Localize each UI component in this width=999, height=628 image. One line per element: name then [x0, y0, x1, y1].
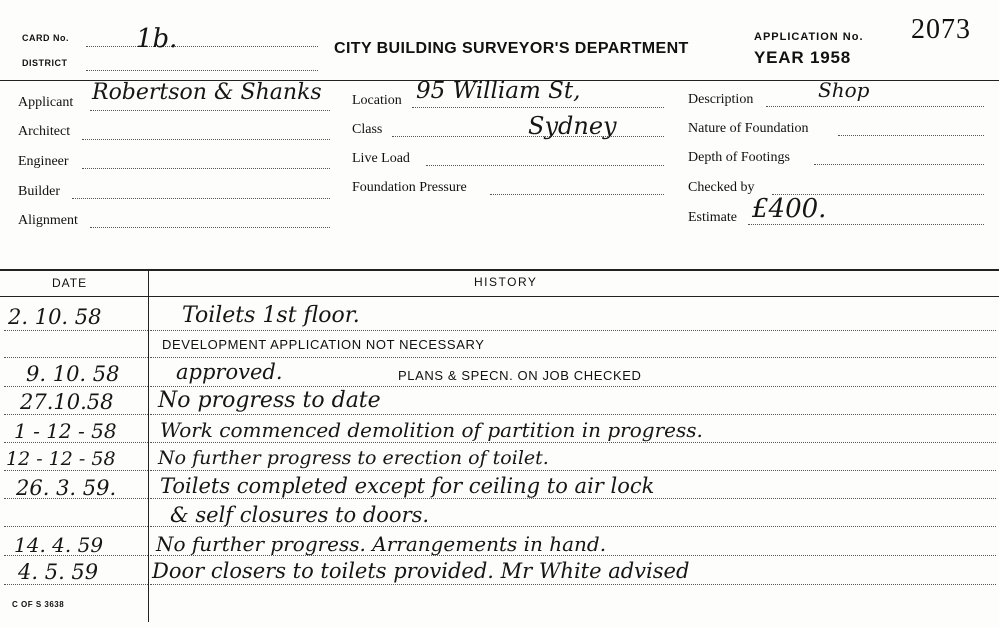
history-entry: Door closers to toilets provided. Mr White advised: [152, 559, 690, 583]
history-date: 1 - 12 - 58: [14, 419, 117, 443]
history-rule: [150, 498, 996, 499]
builder-label: Builder: [18, 184, 60, 199]
history-rule: [150, 442, 996, 443]
date-rule: [4, 526, 148, 527]
foundation-pressure-label: Foundation Pressure: [352, 180, 467, 195]
engineer-line: [82, 168, 330, 169]
estimate-value: £400.: [752, 194, 827, 224]
builder-line: [72, 198, 330, 199]
architect-line: [82, 139, 330, 140]
history-top-rule: [0, 269, 999, 271]
estimate-label: Estimate: [688, 210, 737, 225]
history-entry: No further progress. Arrangements in hand.: [156, 532, 607, 556]
history-entry: No further progress to erection of toilet.: [158, 447, 549, 469]
applicant-value: Robertson & Shanks: [92, 80, 322, 105]
application-no-value: 2073: [911, 14, 971, 45]
live-load-label: Live Load: [352, 151, 410, 166]
date-header: DATE: [52, 276, 88, 290]
history-entry: & self closures to doors.: [170, 503, 430, 527]
applicant-line: [90, 110, 330, 111]
history-entry: Toilets completed except for ceiling to air lock: [160, 474, 655, 498]
application-no-label: APPLICATION No.: [754, 31, 864, 43]
checked-by-label: Checked by: [688, 180, 755, 195]
history-rule: [150, 330, 996, 331]
location-value: 95 William St,: [416, 78, 581, 104]
history-date: 14. 4. 59: [14, 533, 104, 557]
nature-of-foundation-label: Nature of Foundation: [688, 121, 809, 136]
date-rule: [4, 357, 148, 358]
card-no-value: 1b.: [136, 24, 178, 54]
history-stamp: PLANS & SPECN. ON JOB CHECKED: [398, 368, 642, 383]
date-rule: [4, 470, 148, 471]
description-line: [766, 106, 984, 107]
history-rule: [150, 357, 996, 358]
history-rule: [150, 470, 996, 471]
alignment-label: Alignment: [18, 213, 78, 228]
card-no-line: [86, 46, 318, 47]
department-title: CITY BUILDING SURVEYOR'S DEPARTMENT: [334, 40, 689, 57]
engineer-label: Engineer: [18, 154, 69, 169]
depth-of-footings-label: Depth of Footings: [688, 150, 790, 165]
district-label: DISTRICT: [22, 58, 68, 68]
description-value: Shop: [818, 78, 870, 102]
depth-of-footings-line: [814, 164, 984, 165]
history-entry: No progress to date: [158, 388, 381, 413]
live-load-line: [426, 165, 664, 166]
history-rule: [150, 386, 996, 387]
history-header: HISTORY: [474, 275, 538, 289]
history-stamp: DEVELOPMENT APPLICATION NOT NECESSARY: [162, 337, 485, 352]
class-label: Class: [352, 122, 383, 137]
date-rule: [4, 414, 148, 415]
history-rule: [150, 584, 996, 585]
date-rule: [4, 386, 148, 387]
history-date: 9. 10. 58: [26, 362, 120, 386]
history-date: 12 - 12 - 58: [6, 448, 116, 470]
location-label: Location: [352, 93, 402, 108]
alignment-line: [90, 227, 330, 228]
history-entry: Work commenced demolition of partition in progress.: [160, 418, 703, 442]
class-value: Sydney: [528, 112, 617, 140]
description-label: Description: [688, 92, 754, 107]
foundation-pressure-line: [490, 194, 664, 195]
history-date: 26. 3. 59.: [16, 476, 117, 500]
history-entry: approved.: [176, 360, 283, 384]
location-line: [412, 107, 664, 108]
nature-of-foundation-line: [838, 135, 984, 136]
architect-label: Architect: [18, 124, 71, 139]
date-column-divider: [148, 270, 149, 622]
district-line: [86, 70, 318, 71]
date-rule: [4, 330, 148, 331]
history-header-rule: [0, 296, 999, 297]
estimate-line: [748, 224, 984, 225]
history-date: 27.10.58: [20, 390, 114, 414]
history-date: 4. 5. 59: [18, 560, 99, 584]
history-entry: Toilets 1st floor.: [182, 303, 360, 328]
form-code: C OF S 3638: [12, 600, 65, 609]
history-rule: [150, 414, 996, 415]
date-rule: [4, 584, 148, 585]
history-date: 2. 10. 58: [8, 305, 102, 329]
year-label: YEAR 1958: [754, 48, 851, 67]
card-no-label: CARD No.: [22, 33, 69, 43]
applicant-label: Applicant: [18, 95, 74, 110]
